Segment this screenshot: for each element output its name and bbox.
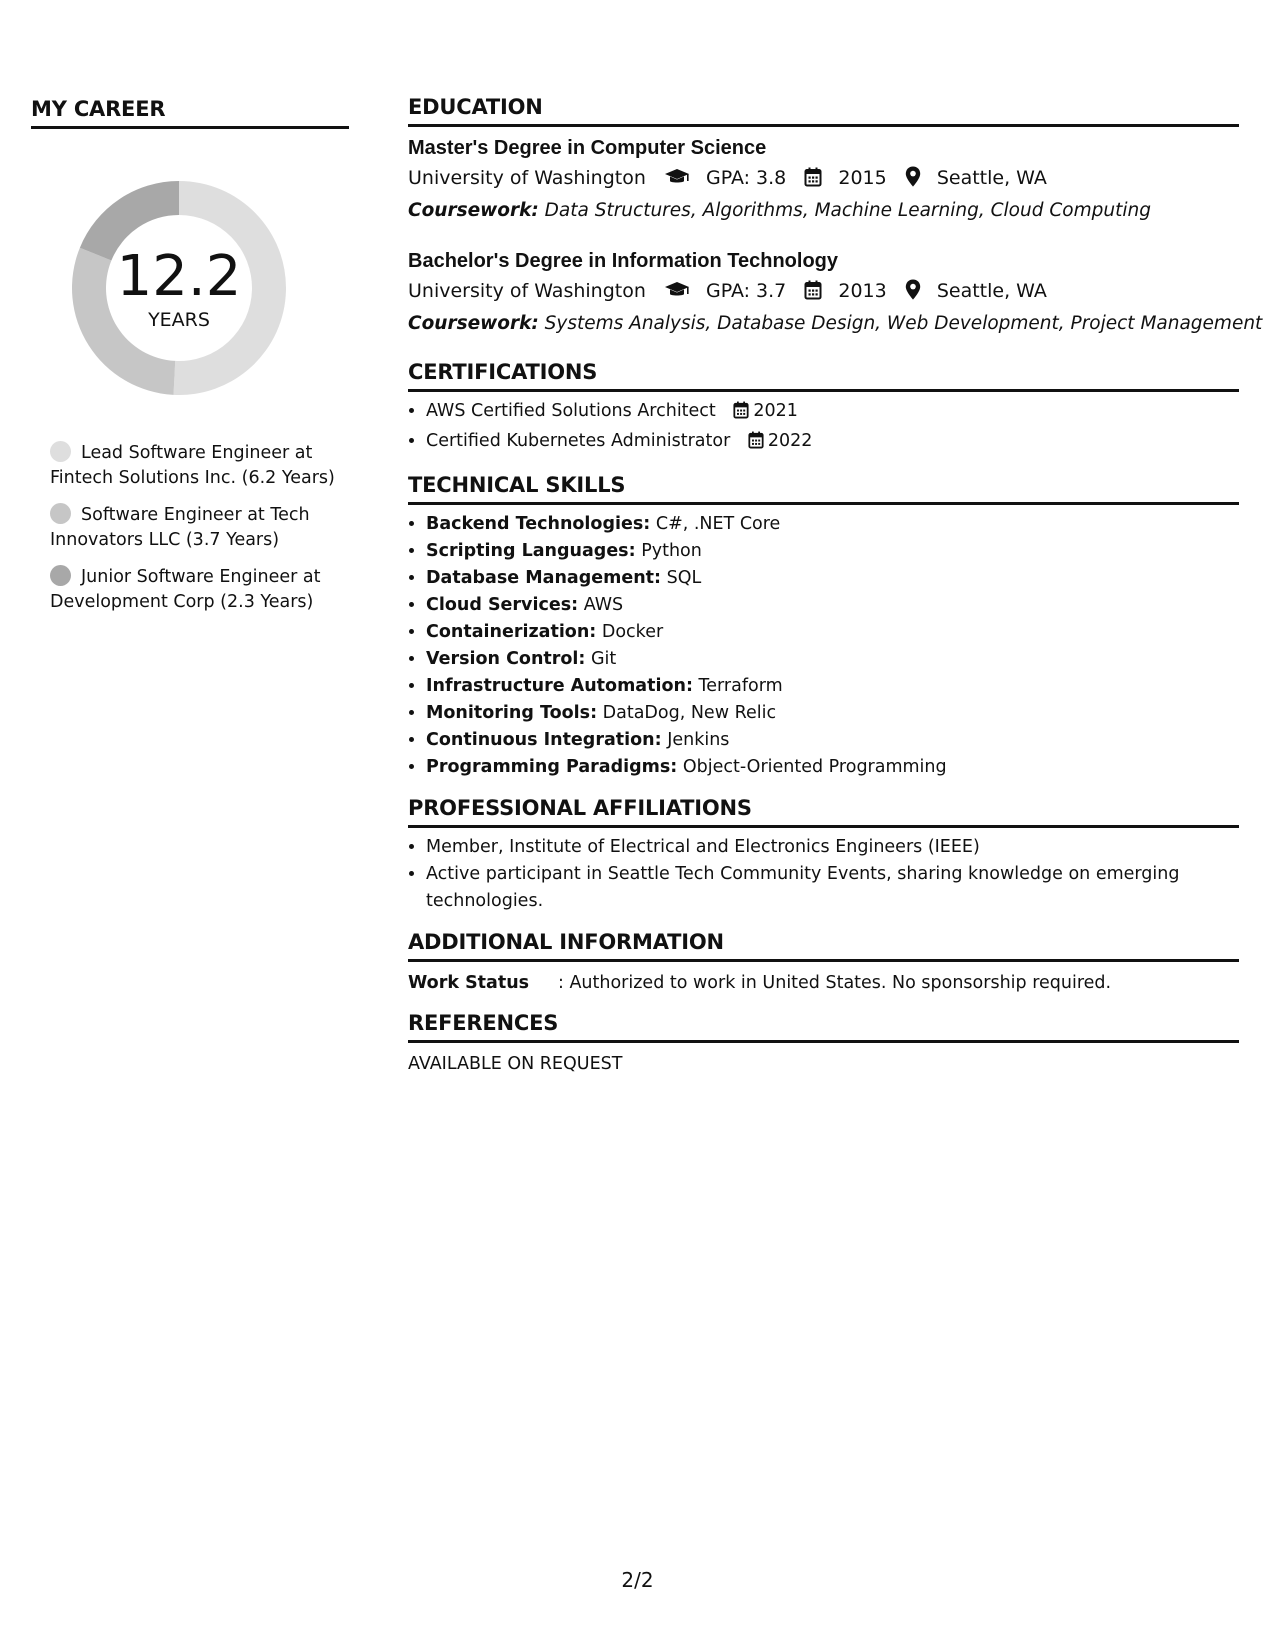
calendar-icon <box>804 166 822 196</box>
legend-label: Junior Software Engineer at Development Corp (2.3 Years) <box>50 567 321 612</box>
list-item <box>426 727 1239 754</box>
graduation-year: 2015 <box>838 167 887 189</box>
career-title: MY CAREER <box>31 96 349 129</box>
school-name: University of Washington <box>408 280 646 302</box>
donut-center <box>64 173 294 403</box>
skill-value: Git <box>591 649 617 669</box>
total-years-value: 12.2 <box>116 244 242 309</box>
coursework-text: Systems Analysis, Database Design, Web Development, Project Management <box>544 313 1263 334</box>
list-item <box>426 619 1239 646</box>
education-meta <box>408 163 1239 196</box>
map-pin-icon <box>905 166 921 196</box>
legend-dot <box>50 441 71 462</box>
affiliations-list <box>408 834 1239 915</box>
affiliations-title: PROFESSIONAL AFFILIATIONS <box>408 795 1239 828</box>
school-name: University of Washington <box>408 167 646 189</box>
graduation-cap-icon <box>664 166 690 196</box>
list-item: • Member, Institute of Electrical and Electronics Engineers (IEEE) <box>426 834 1239 861</box>
list-item <box>426 428 1239 458</box>
additional-info-title: ADDITIONAL INFORMATION <box>408 929 1239 962</box>
calendar-icon <box>804 279 822 309</box>
legend-label: Lead Software Engineer at Fintech Solutions Inc. (6.2 Years) <box>50 443 335 488</box>
legend-dot <box>50 503 71 524</box>
location-text: Seattle, WA <box>936 167 1047 189</box>
certification-name: AWS Certified Solutions Architect <box>426 401 716 421</box>
graduation-year: 2013 <box>838 280 887 302</box>
legend-dot <box>50 565 71 586</box>
gpa-text: GPA: 3.7 <box>705 280 787 302</box>
skill-value: Object-Oriented Programming <box>682 757 947 777</box>
coursework-line <box>408 196 1239 226</box>
education-title: EDUCATION <box>408 94 1239 127</box>
certification-name: Certified Kubernetes Administrator <box>426 431 731 451</box>
certification-year: 2022 <box>767 431 813 451</box>
skill-label: Version Control: <box>426 649 586 669</box>
degree-title: Bachelor's Degree in Information Technology <box>408 250 839 272</box>
skill-label: Continuous Integration: <box>426 730 662 750</box>
list-item <box>426 592 1239 619</box>
certification-year: 2021 <box>753 401 798 421</box>
map-pin-icon <box>905 279 921 309</box>
list-item: • Active participant in Seattle Tech Community Events, sharing knowledge on emerging technologies. <box>426 861 1239 915</box>
coursework-text: Data Structures, Algorithms, Machine Learning, Cloud Computing <box>544 200 1151 221</box>
skill-value: Terraform <box>698 676 783 696</box>
coursework-label: Coursework: <box>408 313 539 334</box>
list-item <box>426 646 1239 673</box>
page-number: 2/2 <box>621 1568 654 1592</box>
list-item <box>426 700 1239 727</box>
location-text: Seattle, WA <box>936 280 1047 302</box>
skill-value: SQL <box>666 568 702 588</box>
calendar-icon <box>748 431 764 458</box>
graduation-cap-icon <box>664 279 690 309</box>
education-entry <box>408 133 1239 226</box>
main-column <box>408 94 1263 1079</box>
skill-label: Backend Technologies: <box>426 514 651 534</box>
coursework-label: Coursework: <box>408 200 539 221</box>
list-item <box>426 511 1239 538</box>
skill-value: DataDog, New Relic <box>602 703 777 723</box>
skill-label: Infrastructure Automation: <box>426 676 693 696</box>
legend-item <box>50 503 349 553</box>
coursework-line <box>408 309 1263 339</box>
skill-value: C#, .NET Core <box>655 514 781 534</box>
skill-label: Database Management: <box>426 568 662 588</box>
skill-label: Programming Paradigms: <box>426 757 678 777</box>
gpa-text: GPA: 3.8 <box>705 167 787 189</box>
skill-value: Docker <box>601 622 664 642</box>
skill-label: Monitoring Tools: <box>426 703 598 723</box>
references-text: AVAILABLE ON REQUEST <box>408 1054 623 1074</box>
skill-value: AWS <box>583 595 624 615</box>
skill-value: Jenkins <box>667 730 730 750</box>
total-years-unit: YEARS <box>148 309 210 331</box>
skills-title: TECHNICAL SKILLS <box>408 472 1239 505</box>
calendar-icon <box>733 401 749 428</box>
career-column <box>31 96 349 627</box>
skills-list <box>408 511 1239 781</box>
list-item <box>426 673 1239 700</box>
list-item <box>426 565 1239 592</box>
certifications-title: CERTIFICATIONS <box>408 359 1239 392</box>
list-item <box>426 538 1239 565</box>
skill-label: Cloud Services: <box>426 595 579 615</box>
career-legend <box>50 441 349 615</box>
skill-label: Scripting Languages: <box>426 541 636 561</box>
legend-label: Software Engineer at Tech Innovators LLC (3.7 Years) <box>50 505 310 550</box>
references-title: REFERENCES <box>408 1010 1239 1043</box>
work-status-value: : Authorized to work in United States. No sponsorship required. <box>558 973 1112 993</box>
work-status-row <box>408 968 1239 998</box>
list-item <box>426 398 1239 428</box>
legend-item <box>50 565 349 615</box>
certifications-list <box>408 398 1239 458</box>
skill-value: Python <box>641 541 702 561</box>
skill-label: Containerization: <box>426 622 597 642</box>
education-meta <box>408 276 1239 309</box>
list-item <box>426 754 1239 781</box>
legend-item <box>50 441 349 491</box>
education-entry <box>408 246 1263 339</box>
degree-title: Master's Degree in Computer Science <box>408 137 767 159</box>
work-status-label: Work Status <box>408 973 530 993</box>
career-donut-chart <box>64 173 294 403</box>
